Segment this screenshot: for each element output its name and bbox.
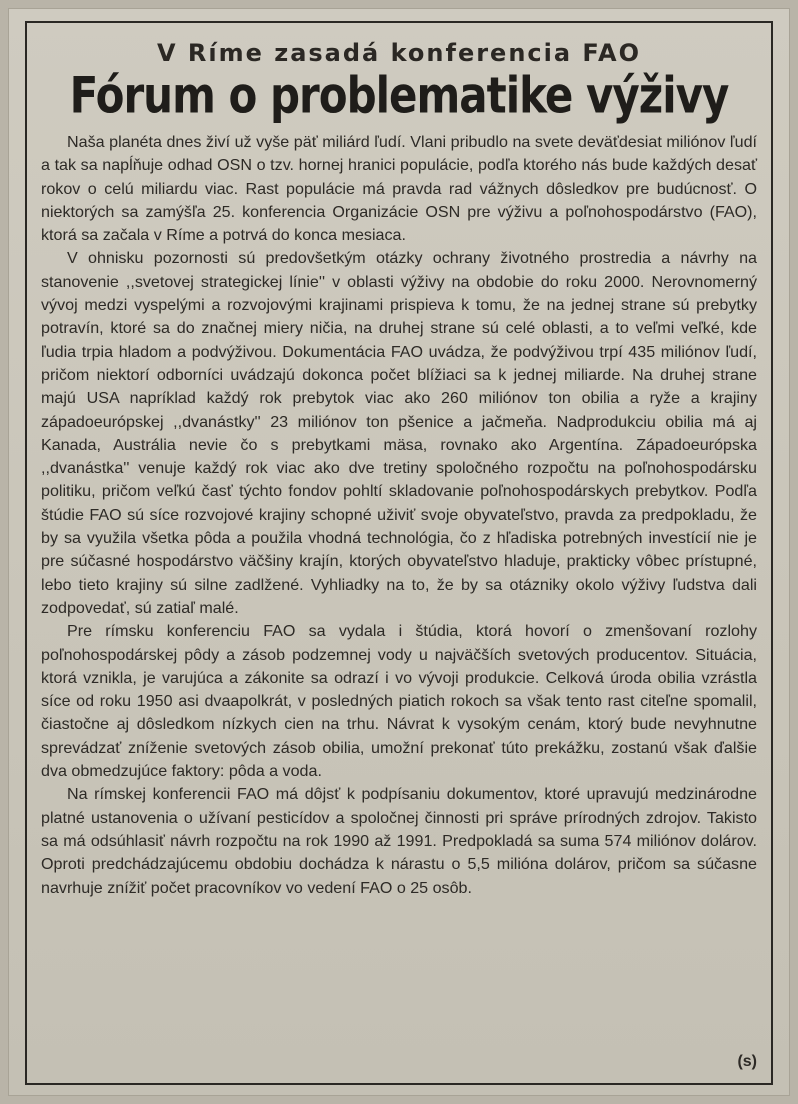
article-paragraph: Pre rímsku konferenciu FAO sa vydala i štúdia, ktorá hovorí o zmenšovaní rozlohy poľnohospodárskej pôdy a zásob podzemnej vody u najväčších svetových producentov. Situácia, ktorá vznikla, je varujúca a zákonite sa odrazí i vo vývoji produkcie. Celková úroda obilia vzrástla síce od roku 1950 asi dvaapolkrát, v posledných piatich rokoch sa však tento rast citeľne spomalil, čiastočne aj dôsledkom nízkych cien na trhu. Návrat k vysokým cenám, ktorý bude nevyhnutne sprevádzať zníženie svetových zásob obilia, umožní prekonať túto prekážku, zostanú však ďalšie dva obmedzujúce faktory: pôda a voda. — [41, 622, 757, 781]
author-signature: (s) — [737, 1053, 757, 1070]
article-body — [41, 131, 757, 900]
newspaper-clipping — [8, 8, 790, 1096]
article-paragraph: Naša planéta dnes živí už vyše päť miliárd ľudí. Vlani pribudlo na svete deväťdesiat miliónov ľudí a tak sa napĺňuje odhad OSN o tzv. hornej hranici populácie, podľa ktorého nás bude každých desať rokov o celú miliardu viac. Rast populácie má pravda rad vážnych dôsledkov pre budúcnosť. O niektorých sa zamýšľa 25. konferencia Organizácie OSN pre výživu a poľnohospodárstvo (FAO), ktorá sa začala v Ríme a potrvá do konca mesiaca. — [41, 133, 757, 245]
article-paragraph: Na rímskej konferencii FAO má dôjsť k podpísaniu dokumentov, ktoré upravujú medzinárodne platné ustanovenia o užívaní pesticídov a spoločnej činnosti pri správe prírodných zdrojov. Takisto sa má odsúhlasiť návrh rozpočtu na rok 1990 až 1991. Predpokladá sa suma 574 miliónov dolárov. Oproti predchádzajúcemu obdobiu dochádza k nárastu o 5,5 milióna dolárov, pričom sa súčasne navrhuje znížiť počet pracovníkov vo vedení FAO o 25 osôb. — [41, 785, 757, 897]
article-paragraph: V ohnisku pozornosti sú predovšetkým otázky ochrany životného prostredia a návrhy na stanovenie ,,svetovej strategickej línie'' v oblasti výživy na obdobie do roku 2000. Nerovnomerný vývoj medzi vyspelými a rozvojovými krajinami prispieva k tomu, že na jednej strane sú prebytky potravín, ktoré sa do značnej miery ničia, na druhej strane sú celé oblasti, a to veľmi veľké, kde ľudia trpia hladom a podvýživou. Dokumentácia FAO uvádza, že podvýživou trpí 435 miliónov ľudí, pričom niektorí odborníci uvádzajú dokonca počet blížiaci sa k jednej miliarde. Na druhej strane majú USA napríklad každý rok prebytok viac ako 260 miliónov ton obilia a ryže a krajiny západoeurópskej ,,dvanástky'' 23 miliónov ton pšenice a jačmeňa. Nadprodukciu obilia má aj Kanada, Austrália nevie čo s prebytkami mäsa, rovnako ako Argentína. Západoeurópska ,,dvanástka'' venuje každý rok viac ako dve tretiny spoločného rozpočtu na poľnohospodársku politiku, pričom veľkú časť týchto fondov pohltí skladovanie poľnohospodárskych prebytkov. Podľa štúdie FAO sú síce rozvojové krajiny schopné uživiť svoje obyvateľstvo, pravda za predpokladu, že by sa využila všetka pôda a použila vhodná technológia, čo z hľadiska potrebných investícií nie je pre súčasné hospodárstvo väčšiny krajín, ktorých obyvateľstvo hladuje, prakticky vôbec prístupné, lebo tieto krajiny sú silne zadlžené. Vyhliadky na to, že by sa otázniky okolo výživy ľudstva dali zodpovedať, sú zatiaľ malé. — [41, 249, 757, 617]
article-kicker: V Ríme zasadá konferencia FAO — [156, 39, 642, 67]
article-box — [25, 21, 773, 1085]
article-headline: Fórum o problematike výživy — [69, 66, 729, 125]
